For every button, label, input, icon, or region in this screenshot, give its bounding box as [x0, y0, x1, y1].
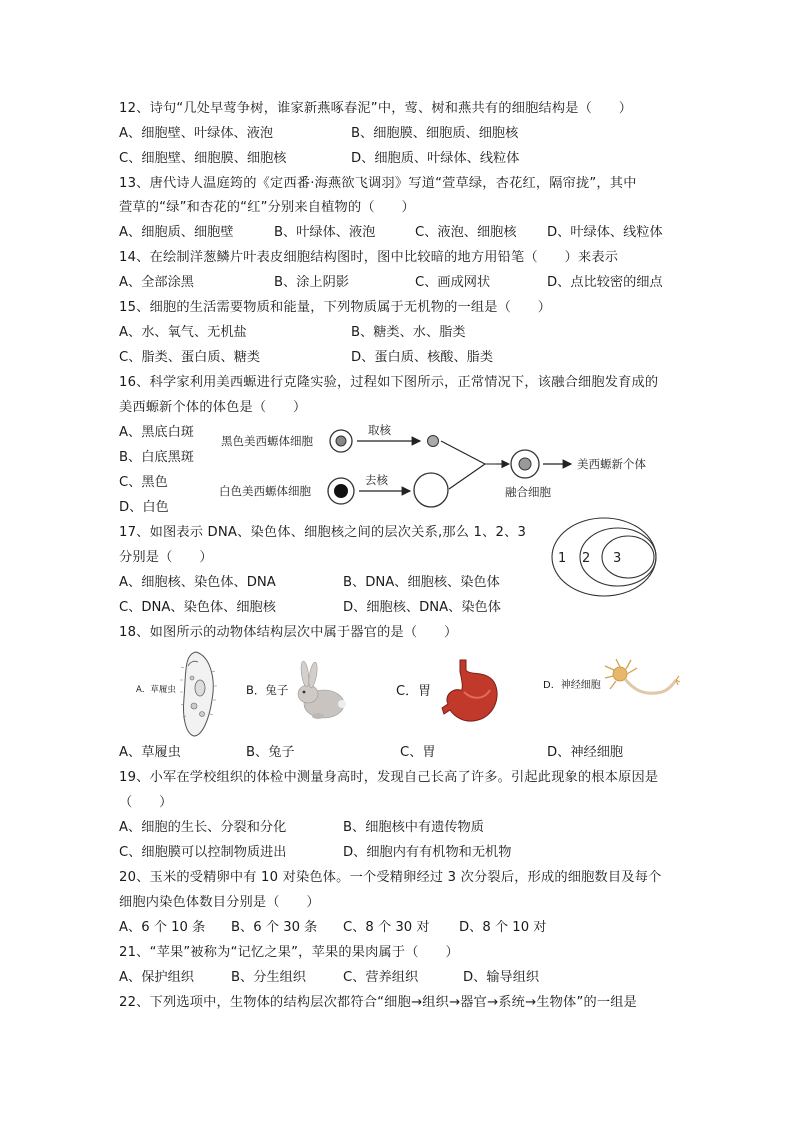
q19-option-b: B、细胞核中有遗传物质 [343, 820, 484, 835]
q21-option-d: D、输导组织 [463, 970, 540, 985]
q16-stem-line1: 16、科学家利用美西螈进行克隆实验，过程如下图所示，正常情况下，该融合细胞发育成的 [119, 375, 659, 390]
merge-lines [441, 441, 505, 489]
q13-option-d: D、叶绿体、线粒体 [547, 225, 663, 240]
q18-stem: 18、如图所示的动物体结构层次中属于器官的是（ ） [119, 625, 458, 640]
q12-option-d: D、细胞质、叶绿体、线粒体 [351, 151, 520, 166]
q18-option-a: A、草履虫 [119, 745, 181, 760]
q15-stem: 15、细胞的生活需要物质和能量，下列物质属于无机物的一组是（ ） [119, 300, 552, 315]
enucleated-cell [414, 473, 448, 507]
black-cell-label: 黑色美西螈体细胞 [221, 434, 313, 448]
q13-option-c: C、液泡、细胞核 [415, 225, 517, 240]
new-individual-label: 美西螈新个体 [577, 457, 646, 471]
q18-option-b: B、兔子 [246, 745, 295, 760]
white-cell-label: 白色美西螈体细胞 [219, 484, 311, 498]
figure-d-label: D．神经细胞 [543, 680, 601, 691]
q19-option-d: D、细胞内有有机物和无机物 [343, 845, 512, 860]
q12-stem: 12、诗句“几处早莺争树，谁家新燕啄春泥”中，莺、树和燕共有的细胞结构是（ ） [119, 101, 633, 116]
ellipse-label-2: 2 [582, 551, 591, 566]
q16-option-d: D、白色 [119, 500, 169, 515]
q19-stem-line1: 19、小军在学校组织的体检中测量身高时，发现自己长高了许多。引起此现象的根本原因是 [119, 770, 659, 785]
fused-cell-label: 融合细胞 [505, 485, 551, 499]
q14-option-b: B、涂上阴影 [274, 275, 349, 290]
neuron-image [604, 656, 680, 706]
q16-option-a: A、黑底白斑 [119, 425, 194, 440]
q12-option-a: A、细胞壁、叶绿体、液泡 [119, 126, 274, 141]
q17-stem-line1: 17、如图表示 DNA、染色体、细胞核之间的层次关系,那么 1、2、3 [119, 525, 527, 540]
q12-option-c: C、细胞壁、细胞膜、细胞核 [119, 151, 287, 166]
q21-stem: 21、“苹果”被称为“记忆之果”，苹果的果肉属于（ ） [119, 945, 459, 960]
fused-cell [511, 450, 539, 478]
q15-option-b: B、糖类、水、脂类 [351, 325, 466, 340]
q16-option-b: B、白底黑斑 [119, 450, 194, 465]
paramecium-image [174, 648, 222, 740]
cloning-diagram [215, 420, 675, 520]
q16-stem-line2: 美西螈新个体的体色是（ ） [119, 400, 307, 415]
q19-option-c: C、细胞膜可以控制物质进出 [119, 845, 287, 860]
q20-option-d: D、8 个 10 对 [459, 920, 547, 935]
q14-option-a: A、全部涂黑 [119, 275, 194, 290]
q18-option-d: D、神经细胞 [547, 745, 624, 760]
q13-stem-line1: 13、唐代诗人温庭筠的《定西番·海燕欲飞调羽》写道“萱草绿，杏花红，隔帘拢”，其中 [119, 176, 637, 191]
q14-option-d: D、点比较密的细点 [547, 275, 663, 290]
q13-stem-line2: 萱草的“绿”和杏花的“红”分别来自植物的（ ） [119, 200, 415, 215]
stomach-image [440, 656, 502, 728]
q19-option-a: A、细胞的生长、分裂和分化 [119, 820, 287, 835]
q20-option-c: C、8 个 30 对 [343, 920, 430, 935]
q13-option-a: A、细胞质、细胞壁 [119, 225, 234, 240]
nested-ellipse-diagram [548, 514, 660, 600]
q14-stem: 14、在绘制洋葱鳞片叶表皮细胞结构图时，图中比较暗的地方用铅笔（ ）来表示 [119, 250, 619, 265]
q17-option-a: A、细胞核、染色体、DNA [119, 575, 276, 590]
q17-option-d: D、细胞核、DNA、染色体 [343, 600, 501, 615]
q14-option-c: C、画成网状 [415, 275, 491, 290]
q21-option-a: A、保护组织 [119, 970, 194, 985]
q19-stem-line2: （ ） [119, 795, 173, 810]
q20-option-a: A、6 个 10 条 [119, 920, 206, 935]
white-salamander-cell [328, 478, 354, 504]
q20-option-b: B、6 个 30 条 [231, 920, 318, 935]
rabbit-image [292, 660, 348, 722]
q15-option-d: D、蛋白质、核酸、脂类 [351, 350, 494, 365]
remove-nucleus-label: 去核 [365, 473, 388, 487]
q15-option-a: A、水、氧气、无机盐 [119, 325, 247, 340]
figure-c-label: C．胃 [396, 684, 432, 699]
figure-a-label: A．草履虫 [136, 685, 176, 695]
q17-option-c: C、DNA、染色体、细胞核 [119, 600, 276, 615]
q12-option-b: B、细胞膜、细胞质、细胞核 [351, 126, 519, 141]
extracted-nucleus [428, 436, 439, 447]
q20-stem-line2: 细胞内染色体数目分别是（ ） [119, 895, 320, 910]
q20-stem-line1: 20、玉米的受精卵中有 10 对染色体。一个受精卵经过 3 次分裂后，形成的细胞数目及每个 [119, 870, 662, 885]
q22-stem: 22、下列选项中，生物体的结构层次都符合“细胞→组织→器官→系统→生物体”的一组是 [119, 995, 638, 1010]
q17-stem-line2: 分别是（ ） [119, 550, 213, 565]
black-salamander-cell [330, 430, 352, 452]
q16-option-c: C、黑色 [119, 475, 168, 490]
q18-option-c: C、胃 [400, 745, 436, 760]
q17-option-b: B、DNA、细胞核、染色体 [343, 575, 500, 590]
take-nucleus-label: 取核 [368, 423, 391, 437]
q15-option-c: C、脂类、蛋白质、糖类 [119, 350, 261, 365]
q21-option-b: B、分生组织 [231, 970, 306, 985]
ellipse-label-1: 1 [558, 551, 567, 566]
q21-option-c: C、营养组织 [343, 970, 419, 985]
q13-option-b: B、叶绿体、液泡 [274, 225, 376, 240]
ellipse-label-3: 3 [613, 551, 622, 566]
figure-b-label: B．兔子 [246, 683, 289, 697]
